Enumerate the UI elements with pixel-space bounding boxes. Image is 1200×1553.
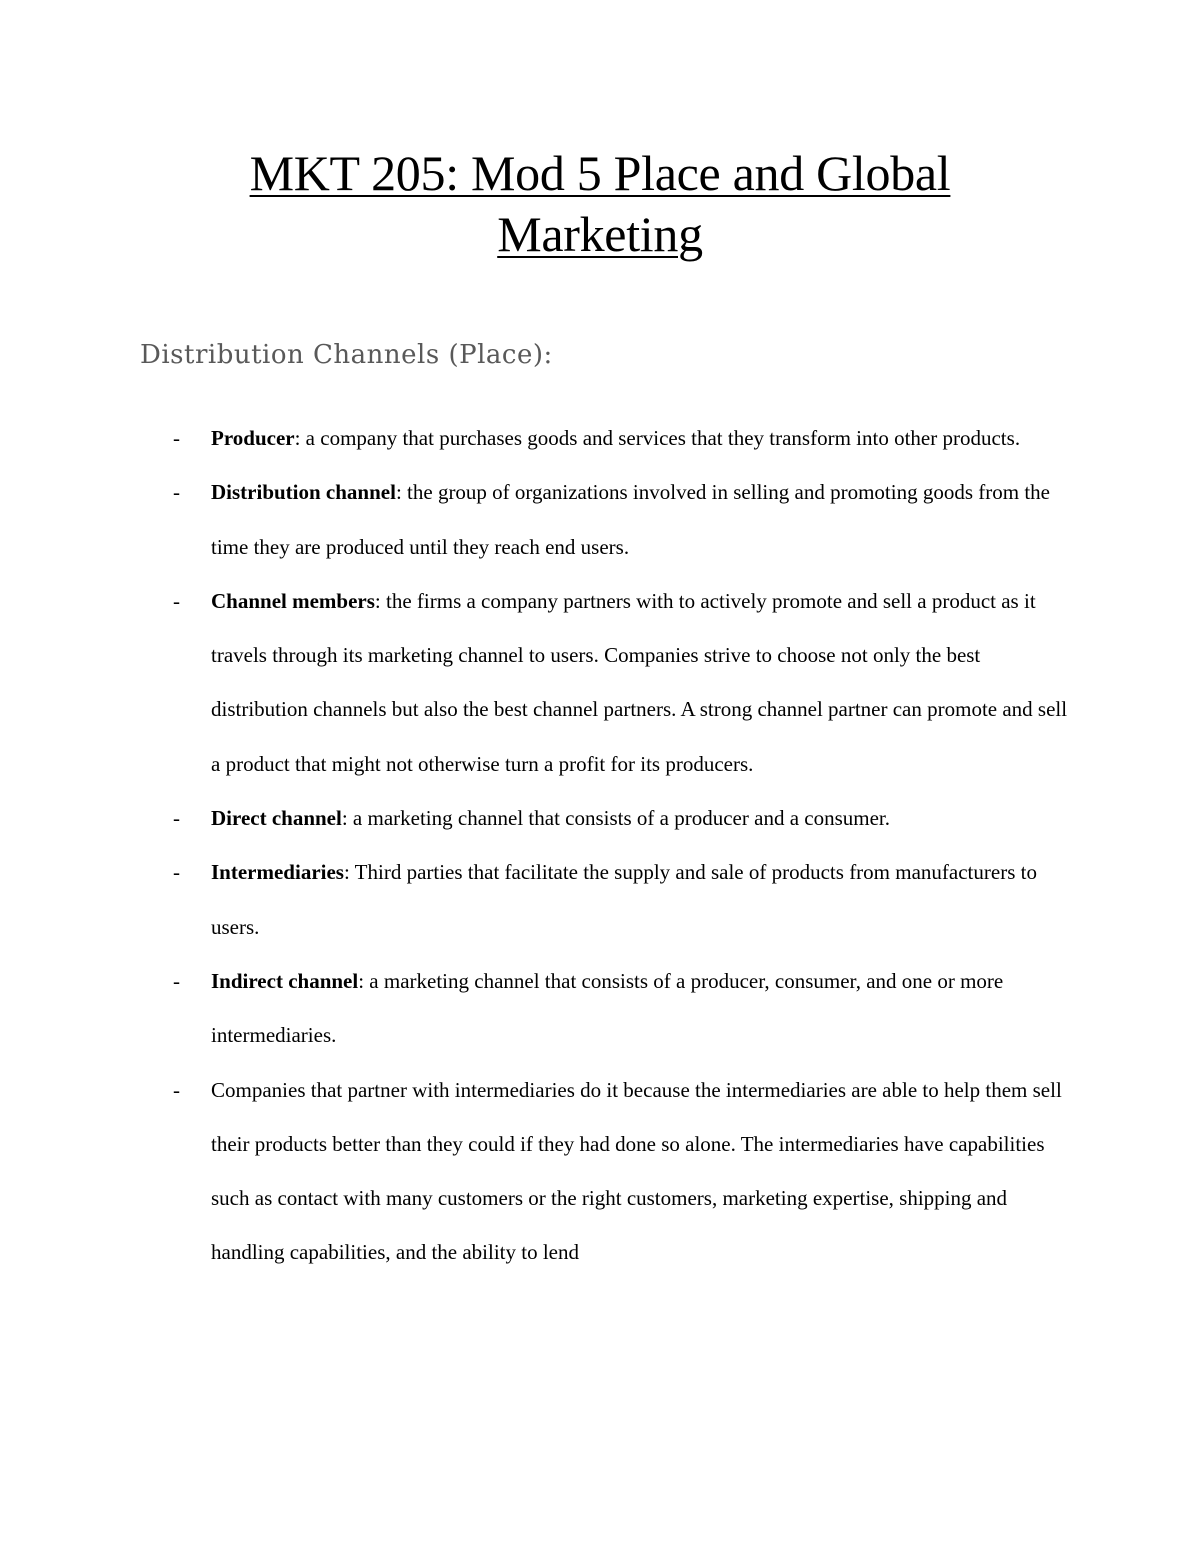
- paragraph-text: Companies that partner with intermediaries do it because the intermediaries are able to help them sell their products better than they could if they had done so alone. The intermediaries have capabilities such as contact with many customers or the right customers, marketing expertise, shipping and handling capabilities, and the ability to lend: [211, 1077, 1062, 1265]
- term-label: Indirect channel: [211, 968, 359, 993]
- definition-item-producer: [0, 411, 1071, 465]
- definition-item-channel-members: [0, 574, 1071, 791]
- definition-text: : a marketing channel that consists of a producer, consumer, and one or more intermediaries.: [211, 968, 1004, 1048]
- term-label: Channel members: [211, 588, 375, 613]
- bullet-dash: -: [173, 1077, 180, 1102]
- definition-text: : a marketing channel that consists of a producer and a consumer.: [341, 806, 890, 831]
- definition-text: : a company that purchases goods and services that they transform into other products.: [294, 426, 1021, 450]
- definition-text: : Third parties that facilitate the supply and sale of products from manufacturers to users.: [211, 860, 1037, 939]
- bullet-dash: -: [173, 426, 180, 450]
- definition-text: : the firms a company partners with to actively promote and sell a product as it travels through its marketing channel to users. Companies strive to choose not only the best distribution channels but also the best channel partners. A strong channel partner can promote and sell a product that might not otherwise turn a profit for its producers.: [211, 588, 1068, 776]
- term-label: Direct channel: [211, 806, 342, 831]
- document-title: [100, 143, 1100, 265]
- term-label: Intermediaries: [211, 860, 344, 885]
- bullet-dash: -: [173, 806, 180, 831]
- definition-text: : the group of organizations involved in selling and promoting goods from the time they are produced until they reach end users.: [211, 480, 1050, 559]
- bullet-dash: -: [173, 860, 180, 885]
- bullet-dash: -: [173, 968, 180, 993]
- bullet-dash: -: [173, 480, 180, 505]
- term-label: Distribution channel: [211, 480, 396, 505]
- definition-list: [0, 411, 1200, 1280]
- term-label: Producer: [211, 426, 295, 450]
- document-title-line-2: Marketing: [497, 206, 703, 262]
- document-title-line-1: MKT 205: Mod 5 Place and Global: [249, 145, 951, 201]
- definition-item-distribution-channel: [0, 465, 1071, 574]
- definition-item-indirect-channel: [0, 954, 1071, 1063]
- section-heading: Distribution Channels (Place):: [140, 340, 553, 370]
- paragraph-item-intermediaries-reason: [0, 1063, 1071, 1280]
- definition-item-intermediaries: [0, 845, 1071, 954]
- definition-item-direct-channel: [0, 791, 1071, 845]
- bullet-dash: -: [173, 588, 180, 613]
